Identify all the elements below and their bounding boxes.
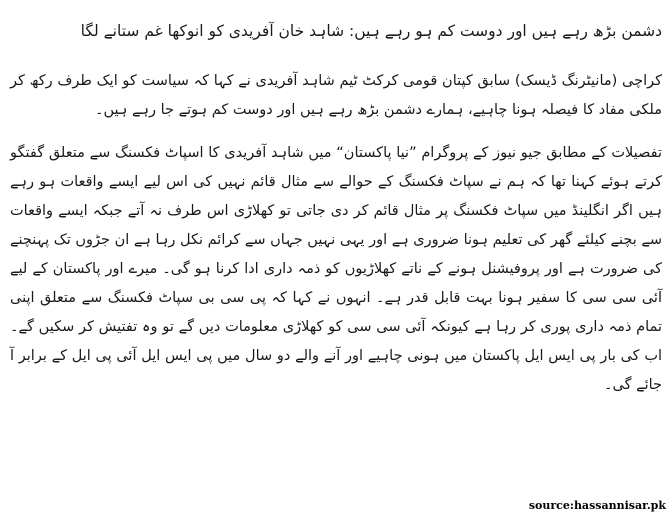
article-headline: دشمن بڑھ رہے ہیں اور دوست کم ہو رہے ہیں: شاہد خان آفریدی کو انوکھا غم ستانے لگا (80, 22, 662, 40)
article-paragraph-details: تفصیلات کے مطابق جیو نیوز کے پروگرام ”نیا پاکستان“ میں شاہد آفریدی کا اسپاٹ فکسنگ سے متعلق گفتگو کرتے ہوئے کہنا تھا کہ ہم نے سپاٹ فکسنگ کے حوالے سے مثال قائم نہیں کی اس لیے ایسے واقعات ہو رہے ہیں اگر انگلینڈ میں سپاٹ فکسنگ پر مثال قائم کر دی جاتی تو کھلاڑی اس طرف نہ آتے جبکہ ایسے واقعات سے بچنے کیلئے گھر کی تعلیم ہونا ضروری ہے اور یہی نہیں جہاں سے کرائم نکل رہا ہے ان جڑوں تک پہنچنے کی ضرورت ہے اور پروفیشنل ہونے کے ناتے کھلاڑیوں کو ذمہ داری ادا کرنا ہو گی۔ میرے اور پاکستان کے لیے آئی سی سی کا سفیر ہونا بہت قابل قدر ہے۔ انہوں نے کہا کہ پی سی بی سپاٹ فکسنگ سے متعلق اپنی تمام ذمہ داری پوری کر رہا ہے کیونکہ آئی سی سی کو کھلاڑی معلومات دیں گے تو وہ تفتیش کر سکیں گے۔ اب کی بار پی ایس ایل پاکستان میں ہونی چاہیے اور آنے والے دو سال میں پی ایس ایل آئی پی ایل کے برابر آ جائے گی۔ (10, 145, 662, 393)
source-credit: source:hassannisar.pk (528, 499, 666, 512)
article-paragraph-intro: کراچی (مانیٹرنگ ڈیسک) سابق کپتان قومی کرکٹ ٹیم شاہد آفریدی نے کہا کہ سیاست کو ایک طرف رکھ کر ملکی مفاد کا فیصلہ ہونا چاہیے، ہمارے دشمن بڑھ رہے ہیں اور دوست کم ہوتے جا رہے ہیں۔ (10, 73, 662, 118)
